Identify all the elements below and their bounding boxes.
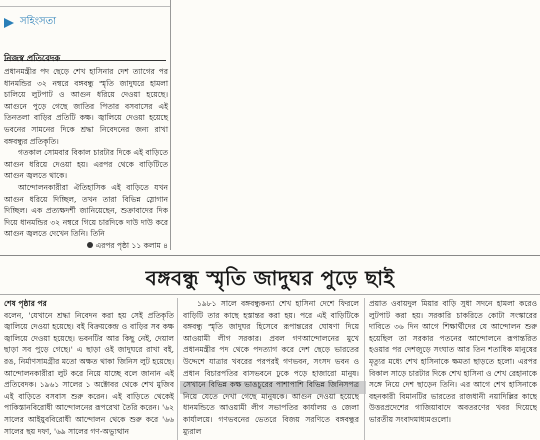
paragraph: গতকাল সোমবার বিকাল চারটার দিকে এই বাড়িতে আগুন ধরিয়ে দেওয়া হয়। এরপর থেকে বাড়িটিতে আগুন জ্বলতে থাকে।: [4, 148, 168, 181]
continue-text: এরপর পৃষ্ঠা ১১ কলাম ৪: [95, 240, 168, 250]
byline: নিজস্ব প্রতিবেদক: [4, 53, 61, 63]
article-column-1: [4, 298, 174, 440]
column-divider: [364, 298, 365, 440]
section-heading-text: সহিংসতা: [20, 16, 57, 27]
article-column-3: [369, 298, 537, 440]
headline-divider: [0, 294, 540, 295]
continue-row: [4, 240, 168, 252]
continue-bullet-icon: [87, 242, 93, 248]
column-divider: [177, 298, 178, 440]
column-label: শেষ পৃষ্ঠার পর: [4, 299, 47, 308]
section-heading-icon: [4, 18, 14, 28]
article-column-2: [183, 298, 359, 440]
section-divider: [0, 255, 540, 256]
column-divider: [170, 0, 171, 250]
top-divider: [0, 0, 170, 7]
column-text: বলেন, 'যেখানে শ্রদ্ধা নিবেদন করা হয় সেই প্রতিকৃতি জ্বালিয়ে দেওয়া হয়েছে। বই বিক্রয়কেন্দ্র ও বাড়ির সব কক্ষ জ্বালিয়ে দেওয়া হয়েছে। ভবনটির আর কিছু নেই, দেয়াল ছাড়া সব পুড়ে গেছে।' এ ছাড়া ওই জাদুঘরে রাখা বই, রঙ, নির্মাণসামগ্রীর মতো অক্ষত থাকা জিনিস লুট হয়েছে। আন্দোলনকারীরা লুট করে নিয়ে যাচ্ছে বলে জানান এই প্রতিবেদক। ১৯৬১ সালের ১ অক্টোবর থেকে শেখ মুজিব এই বাড়িতে বসবাস শুরু করেন। এই বাড়িতে থেকেই পাকিস্তানবিরোধী আন্দোলনের রূপরেখা তৈরি করেন। '৬২ সালের আইয়ুববিরোধী আন্দোলন থেকে শুরু করে '৬৬ সালের ছয় দফা, '৬৯ সালের গণ-অভ্যুত্থান: [4, 310, 174, 436]
headline: বঙ্গবন্ধু স্মৃতি জাদুঘর পুড়ে ছাই: [145, 266, 395, 290]
column-text: প্রয়াত ওবায়দুল মিয়ার বাড়ি সুধা সদনে হামলা করেও লুটপাট করা হয়। সরকারি চাকরিতে কোটা সংস্কারের দাবিতে ৩৬ দিন আগে শিক্ষার্থীদের যে আন্দোলন শুরু হয়েছিল তা সরকার পতনের আন্দোলনে রূপান্তরিত হওয়ার পর দেশজুড়ে সংঘাত আর তিন শতাধিক মানুষের মৃত্যুর মধ্যে শেখ হাসিনাকে ক্ষমতা ছাড়তে হলো। এরপর বিকাল সাড়ে চারটার দিকে শেখ হাসিনা ও শেখ রেহানাকে সঙ্গে নিয়ে দেশ ছাড়েন তিনি। এর আগে শেখ হাসিনাকে বহনকারী বিমানটির ভারতের রাজধানী নয়াদিল্লির কাছে উত্তরপ্রদেশের গাজিয়াবাদে অবতরণের খবর দিয়েছে ভারতীয় সংবাদমাধ্যমগুলো।: [369, 299, 537, 424]
section-heading: [4, 14, 56, 31]
paragraph: প্রধানমন্ত্রীর পদ ছেড়ে শেখ হাসিনার দেশ ত্যাগের পর ধানমন্ডির ৩২ নম্বরে বঙ্গবন্ধু স্মৃতি জাদুঘরে হামলা চালিয়ে লুটপাট ও আগুন ধরিয়ে দেওয়া হয়েছে। আগুনে পুড়ে গেছে জাতির পিতার বসবাসের এই তিনতলা বাড়ির প্রতিটি কক্ষ। জ্বালিয়ে দেওয়া হয়েছে ভবনের সামনের দিকে শ্রদ্ধা নিবেদনের জন্য রাখা বঙ্গবন্ধুর প্রতিকৃতি।: [4, 67, 168, 146]
column-text: ১৯৮১ সালে বঙ্গবন্ধুকন্যা শেখ হাসিনা দেশে ফিরলে বাড়িটি তার কাছে হস্তান্তর করা হয়। পরে এই বাড়িটিকে বঙ্গবন্ধু স্মৃতি জাদুঘর হিসেবে রূপান্তরের ঘোষণা দিয়ে আওয়ামী লীগ সরকার। প্রবল গণআন্দোলনের মুখে প্রধানমন্ত্রীর পদ থেকে পদত্যাগ করে দেশ ছেড়ে ভারতের উদ্দেশে যাত্রার খবরের পরপরই গণভবন, সংসদ ভবন ও প্রধান বিচারপতির বাসভবনে ঢুকে পড়ে হাজারো মানুষ। সেখানে বিভিন্ন কক্ষ ভাঙচুরের পাশাপাশি বিভিন্ন জিনিসপত্র নিয়ে যেতে দেখা গেছে মানুষকে। আগুন দেওয়া হয়েছে ধানমন্ডিতে আওয়ামী লীগ সভাপতির কার্যালয় ও জেলা কার্যালয়ে। গণভবনের ভেতরে বিজয় সরণিতে বঙ্গবন্ধুর ম্যুরাল: [183, 299, 359, 436]
byline-box: [4, 46, 166, 61]
paragraph: আন্দোলনকারীরা ঐতিহাসিক এই বাড়িতে যখন আগুন ধরিয়ে দিচ্ছিল, তখন তারা বিভিন্ন স্লোগান দিচ্ছিল। এক প্রত্যক্ষদর্শী জানিয়েছেন, শুক্রাবাদের দিক দিয়ে ধানমন্ডির ৩২ নম্বরে গিয়ে চারদিকে দাউ দাউ করে আগুন জ্বলতে দেখেন তিনি। তিনি: [4, 182, 168, 239]
left-story-body: [4, 66, 168, 252]
